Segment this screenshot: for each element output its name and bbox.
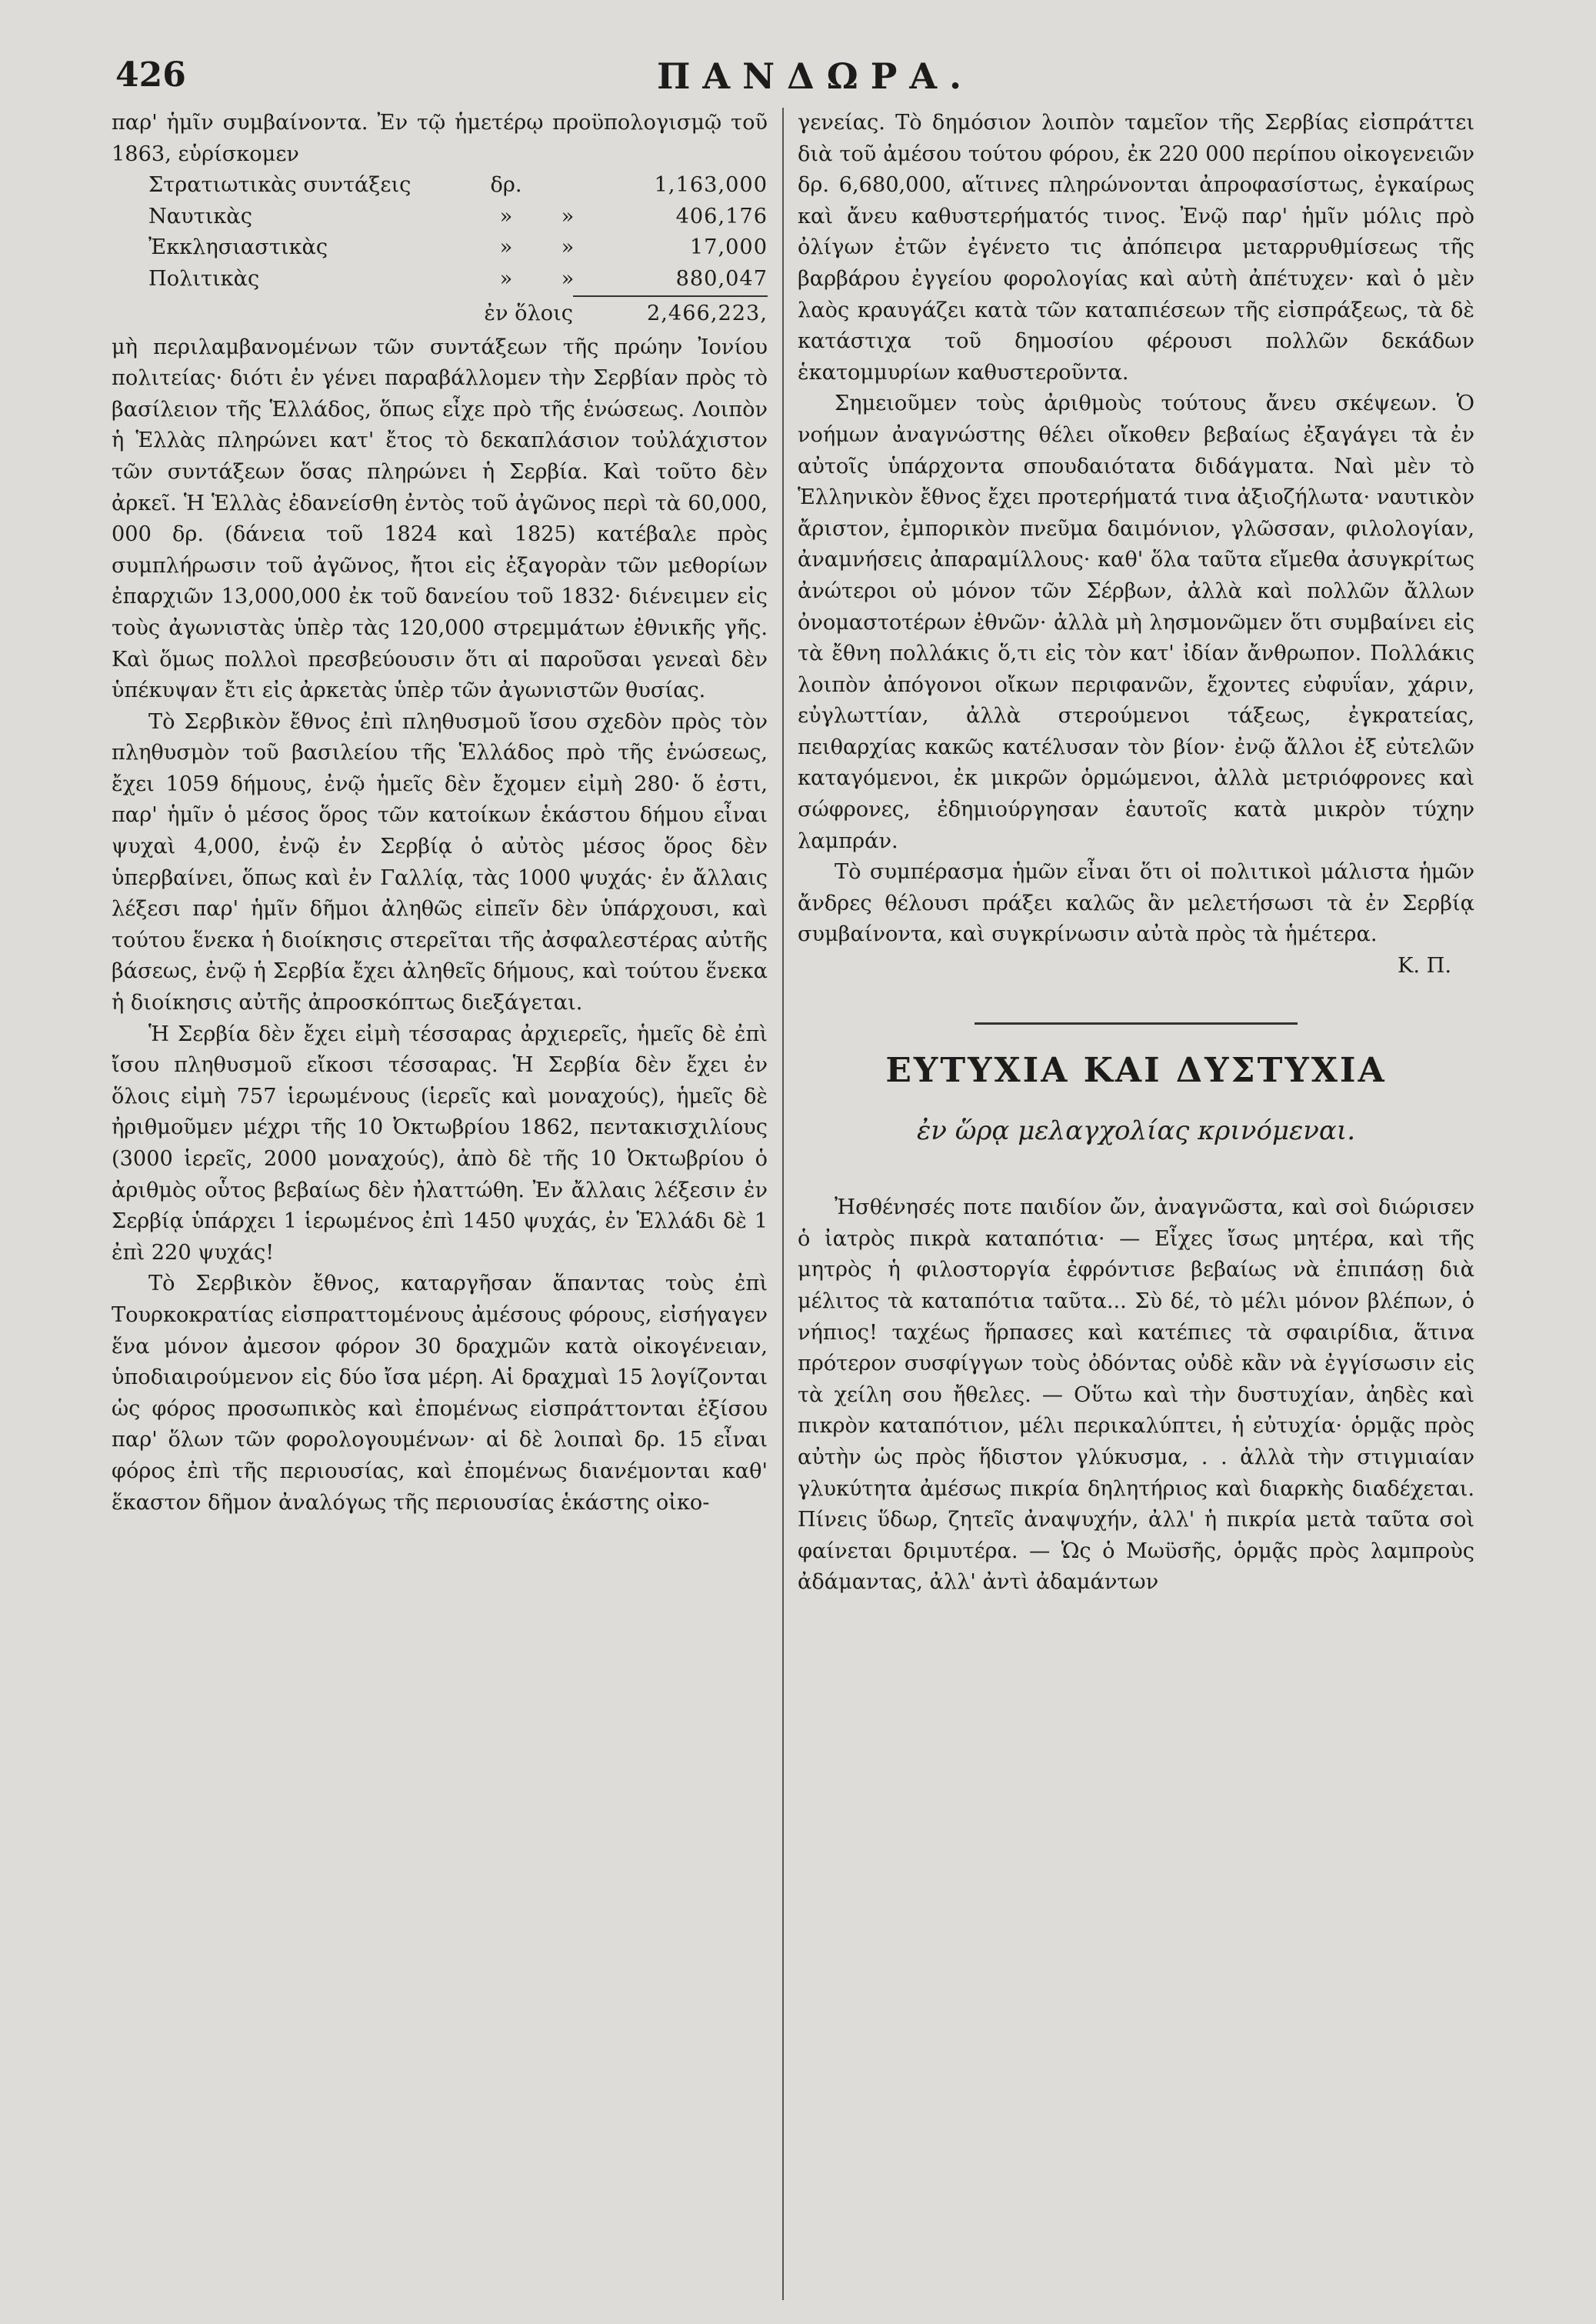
budget-label: Ναυτικὰς (148, 204, 252, 228)
budget-total-amount: 2,466,223, (646, 301, 768, 325)
budget-label: Στρατιωτικὰς συντάξεις (148, 173, 411, 198)
budget-row (112, 232, 768, 264)
left-column (112, 108, 768, 1519)
article-title: ΕΥΤΥΧΙΑ ΚΑΙ ΔΥΣΤΥΧΙΑ (885, 1050, 1387, 1090)
budget-mark: » (561, 235, 575, 260)
paragraph: Σημειοῦμεν τοὺς ἀριθμοὺς τούτους ἄνευ σκέψεων. Ὁ νοήμων ἀναγνώστης θέλει οἴκοθεν βεβαίως ἐξαγάγει τὰ ἐν αὐτοῖς ὑπάρχοντα σπουδαιότατα διδάγματα. Ναὶ μὲν τὸ Ἑλληνικὸν ἔθνος ἔχει προτερήματά τινα ἀξιοζήλωτα· ναυτικὸν ἄριστον, ἐμπορικὸν πνεῦμα δαιμόνιον, γλῶσσαν, φιλολογίαν, ἀναμνήσεις ἀπαραμίλλους· καθ' ὅλα ταῦτα εἴμεθα ἀσυγκρίτως ἀνώτεροι οὐ μόνον τῶν Σέρβων, ἀλλὰ καὶ πολλῶν ἄλλων ὀνομαστοτέρων ἐθνῶν· ἀλλὰ μὴ λησμονῶμεν ὅτι συμβαίνει εἰς τὰ ἔθνη πολλάκις ὅ,τι εἰς τὸν κατ' ἰδίαν ἄνθρωπον. Πολλάκις λοιπὸν ἀπόγονοι οἴκων περιφανῶν, ἔχοντες εὐφυΐαν, χάριν, εὐγλωττίαν, ἀλλὰ στερούμενοι τάξεως, ἐγκρατείας, πειθαρχίας κακῶς κατέλυσαν τὸν βίον· ἐνῷ ἄλλοι ἐξ εὐτελῶν καταγόμενοι, ἐκ μικρῶν ὁρμώμενοι, ἀλλὰ μετριόφρονες καὶ σώφρονες, ἐδημιούργησαν ἑαυτοῖς κατὰ μικρὸν τύχην λαμπράν. (798, 392, 1474, 853)
paragraph: μὴ περιλαμβανομένων τῶν συντάξεων τῆς πρώην Ἰονίου πολιτείας· διότι ἐν γένει παραβάλλομεν τὴν Σερβίαν πρὸς τὸ βασίλειον τῆς Ἑλλάδος, ὅπως εἶχε πρὸ τῆς ἑνώσεως. Λοιπὸν ἡ Ἑλλὰς πληρώνει κατ' ἔτος τὸ δεκαπλάσιον τοὐλάχιστον τῶν συντάξεων ὅσας πληρώνει ἡ Σερβία. Καὶ τοῦτο δὲν ἀρκεῖ. Ἡ Ἑλλὰς ἐδανείσθη ἐντὸς τοῦ ἀγῶνος περὶ τὰ 60,000, 000 δρ. (δάνεια τοῦ 1824 καὶ 1825) κατέβαλε πρὸς συμπλήρωσιν τοῦ ἀγῶνος, ἤτοι εἰς ἐξαγορὰν τῶν μεθορίων ἐπαρχιῶν 13,000,000 ἐκ τοῦ δανείου τοῦ 1832· διένειμεν εἰς τοὺς ἀγωνιστὰς ὑπὲρ τὰς 120,000 στρεμμάτων ἐθνικῆς γῆς. Καὶ ὅμως πολλοὶ πρεσβεύουσιν ὅτι αἱ παροῦσαι γενεαὶ δὲν ὑπέκυψαν ἔτι εἰς ἀρκετὰς ὑπὲρ τῶν ἀγωνιστῶν θυσίας. (112, 335, 768, 703)
page-number: 426 (115, 55, 186, 95)
budget-total-row (112, 298, 768, 332)
budget-row (112, 170, 768, 202)
paragraph: Τὸ Σερβικὸν ἔθνος, καταργῆσαν ἅπαντας τοὺς ἐπὶ Τουρκοκρατίας εἰσπραττομένους ἀμέσους φόρους, εἰσήγαγεν ἕνα μόνον ἀμεσον φόρον 30 δραχμῶν κατὰ οἰκογένειαν, ὑποδιαιρούμενον εἰς δύο ἴσα μέρη. Αἱ δραχμαὶ 15 λογίζονται ὡς φόρος προσωπικὸς καὶ ἐπομένως εἰσπράττονται ἐξίσου παρ' ὅλων τῶν φορολογουμένων· αἱ δὲ λοιπαὶ δρ. 15 εἶναι φόρος ἐπὶ τῆς περιουσίας, καὶ ἐπομένως διανέμονται καθ' ἕκαστον δῆμον ἀναλόγως τῆς περιουσίας ἑκάστης οἰκο- (112, 1272, 768, 1515)
budget-mark: » (561, 266, 575, 291)
page-header (0, 55, 1596, 109)
budget-mark: δρ. (490, 173, 522, 198)
budget-intro: παρ' ἡμῖν συμβαίνοντα. Ἐν τῷ ἡμετέρῳ προϋπολογισμῷ τοῦ 1863, εὑρίσκομεν (112, 111, 768, 166)
budget-row (112, 202, 768, 233)
signature-line (798, 951, 1474, 982)
right-column (798, 108, 1474, 1599)
budget-amount: 17,000 (689, 235, 768, 260)
budget-total-label: ἐν ὅλοις (484, 301, 573, 325)
budget-row (112, 264, 768, 295)
budget-mark: » (499, 235, 513, 260)
budget-label: Πολιτικὰς (148, 266, 260, 291)
budget-mark: » (499, 204, 513, 228)
paragraph: Ἡ Σερβία δὲν ἔχει εἰμὴ τέσσαρας ἀρχιερεῖς, ἡμεῖς δὲ ἐπὶ ἴσου πληθυσμοῦ εἴκοσι τέσσαρας. Ἡ Σερβία δὲν ἔχει ἐν ὅλοις εἰμὴ 757 ἱερωμένους (ἱερεῖς καὶ μοναχούς), ἡμεῖς δὲ ἠριθμοῦμεν μέχρι τῆς 10 Ὀκτωβρίου 1862, πεντακισχιλίους (3000 ἱερεῖς, 2000 μοναχούς), ἀπὸ δὲ τῆς 10 Ὀκτωβρίου ὁ ἀριθμὸς οὗτος βεβαίως δὲν ἠλαττώθη. Ἐν ἄλλαις λέξεσιν ἐν Σερβίᾳ ὑπάρχει 1 ἱερωμένος ἐπὶ 1450 ψυχάς, ἐν Ἑλλάδι δὲ 1 ἐπὶ 220 ψυχάς! (112, 1022, 768, 1265)
article-body: Ἠσθένησές ποτε παιδίον ὤν, ἀναγνῶστα, καὶ σοὶ διώρισεν ὁ ἰατρὸς πικρὰ καταπότια· — Εἶχες ἴσως μητέρα, καὶ τῆς μητρὸς ἡ φιλοστοργία ἐφρόντισε βεβαίως νὰ ἐπιπάσῃ διὰ μέλιτος τὰ καταπότια ταῦτα... Σὺ δέ, τὸ μέλι μόνον βλέπων, ὁ νήπιος! ταχέως ἥρπασες καὶ κατέπιες τὰ σφαιρίδια, ἅτινα πρότερον συσφίγγων τοὺς ὀδόντας οὐδὲ κἂν νὰ ἐγγίσωσιν εἰς τὰ χείλη σου ἤθελες. — Οὕτω καὶ τὴν δυστυχίαν, ἀηδὲς καὶ πικρὸν καταπότιον, μέλι περικαλύπτει, ἡ εὐτυχία· ὁρμᾷς πρὸς αὐτὴν ὡς πρὸς ἥδιστον γλύκυσμα, . . ἀλλὰ τὴν στιγμιαίαν γλυκύτητα ἀμέσως πικρία δηλητήριος καὶ διαρκὴς διαδέχεται. Πίνεις ὕδωρ, ζητεῖς ἀναψυχήν, ἀλλ' ἡ πικρία μετὰ ταῦτα σοὶ φαίνεται δριμυτέρα. — Ὡς ὁ Μωϋσῆς, ὁρμᾷς πρὸς λαμπροὺς ἀδάμαντας, ἀλλ' ἀντὶ ἀδαμάντων (798, 1195, 1474, 1595)
budget-table (112, 170, 768, 332)
budget-mark: » (561, 204, 575, 228)
paragraph: Τὸ Σερβικὸν ἔθνος ἐπὶ πληθυσμοῦ ἴσου σχεδὸν πρὸς τὸν πληθυσμὸν τοῦ βασιλείου τῆς Ἑλλάδος πρὸ τῆς ἑνώσεως, ἔχει 1059 δήμους, ἐνῷ ἡμεῖς δὲν ἔχομεν εἰμὴ 280· ὅ ἐστι, παρ' ἡμῖν ὁ μέσος ὅρος τῶν κατοίκων ἑκάστου δήμου εἶναι ψυχαὶ 4,000, ἐνῷ ἐν Σερβίᾳ ὁ αὐτὸς μέσος ὅρος δὲν ὑπερβαίνει, ὅπως καὶ ἐν Γαλλίᾳ, τὰς 1000 ψυχάς· ἐν ἄλλαις λέξεσι παρ' ἡμῖν δῆμοι ἀληθῶς εἰπεῖν δὲν ὑπάρχουσι, καὶ τούτου ἕνεκα ἡ διοίκησις στερεῖται τῆς ἀσφαλεστέρας αὐτῆς βάσεως, ἐνῷ ἡ Σερβία ἔχει ἀληθεῖς δήμους, καὶ τούτου ἕνεκα ἡ διοίκησις αὐτῆς ἀπροσκόπτως διεξάγεται. (112, 709, 768, 1015)
budget-amount: 880,047 (675, 266, 768, 291)
closing-paragraph: Τὸ συμπέρασμα ἡμῶν εἶναι ὅτι οἱ πολιτικοὶ μάλιστα ἡμῶν ἄνδρες θέλουσι πράξει καλῶς ἂν μελετήσωσι τὰ ἐν Σερβίᾳ συμβαίνοντα, καὶ συγκρίνωσιν αὐτὰ πρὸς τὰ ἡμέτερα. (798, 860, 1474, 947)
section-divider (975, 1022, 1298, 1025)
author-signature: Κ. Π. (1398, 954, 1451, 979)
budget-mark: » (499, 266, 513, 291)
budget-label: Ἐκκλησιαστικὰς (148, 235, 328, 260)
journal-title: ΠΑΝΔΩΡΑ. (656, 55, 975, 97)
paragraph: γενείας. Τὸ δημόσιον λοιπὸν ταμεῖον τῆς Σερβίας εἰσπράττει διὰ τοῦ ἀμέσου τούτου φόρου, ἐκ 220 000 περίπου οἰκογενειῶν δρ. 6,680,000, αἵτινες πληρώνονται ἀπροφασίστως, ἐγκαίρως καὶ ἄνευ καθυστερήματός τινος. Ἐνῷ παρ' ἡμῖν μόλις πρὸ ὀλίγων ἐτῶν ἐγένετο τις ἀπόπειρα μεταρρυθμίσεως τῆς βαρβάρου ἐγγείου φορολογίας καὶ αὐτὴ ἀπέτυχεν· καὶ ὁ μὲν λαὸς κραυγάζει κατὰ τῶν καταπιέσεων τῆς εἰσπράξεως, τὰ δὲ κατάστιχα τοῦ δημοσίου φέρουσι πολλῶν δεκάδων ἑκατομμυρίων καθυστεροῦντα. (798, 111, 1474, 385)
budget-amount: 1,163,000 (654, 173, 768, 198)
budget-amount: 406,176 (675, 204, 768, 228)
article-subtitle: ἐν ὥρᾳ μελαγχολίας κρινόμεναι. (917, 1115, 1355, 1146)
column-divider (782, 108, 784, 2300)
